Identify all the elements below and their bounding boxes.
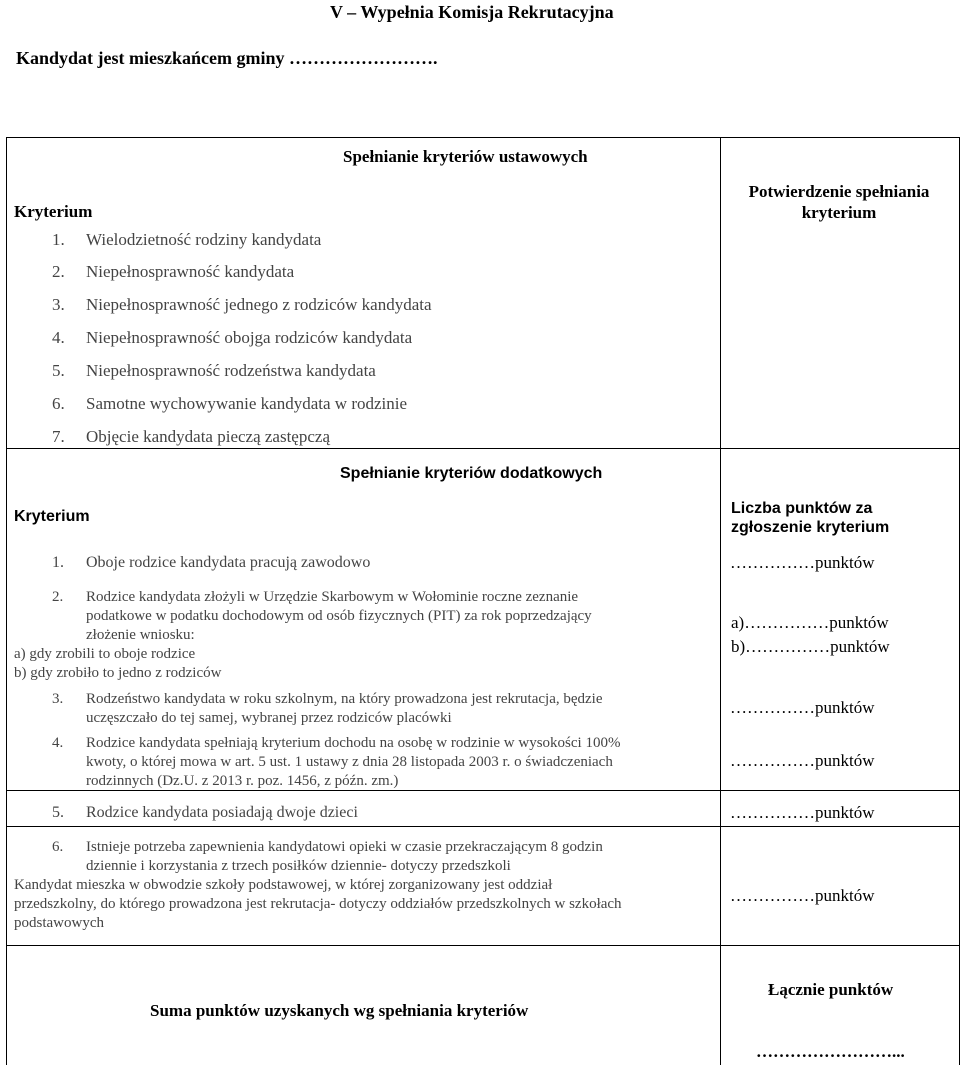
statutory-criterion-header: Kryterium	[14, 202, 93, 221]
statutory-title: Spełnianie kryteriów ustawowych	[343, 147, 588, 166]
additional-item-4: 4. Rodzice kandydata spełniają kryterium dochodu na osobę w rodzinie w wysokości 100% kwoty, o której mowa w art. 5 ust. 1 ustawy z dnia 28 listopada 2003 r. o świadczeniach rodzinnych (Dz.U. z 2013 r. poz. 1456, z późn. zm.)	[52, 735, 621, 789]
points-header: Liczba punktów za zgłoszenie kryterium	[731, 500, 890, 536]
resident-line: Kandydat jest mieszkańcem gminy …………………….	[16, 48, 438, 68]
statutory-item-7: 7. Objęcie kandydata pieczą zastępczą	[52, 427, 330, 446]
statutory-item-1: 1. Wielodzietność rodziny kandydata	[52, 230, 322, 249]
additional-criterion-header: Kryterium	[14, 508, 90, 525]
section-divider	[6, 448, 960, 449]
points-field-2a[interactable]: a)……………punktów	[731, 613, 889, 632]
total-points-label: Łącznie punktów	[768, 980, 894, 999]
additional-item-3: 3. Rodzeństwo kandydata w roku szkolnym, na który prowadzona jest rekrutacja, będzie uczęszczało do tej samej, wybranej przez rodziców placówki	[52, 691, 603, 726]
item-6-continuation: Kandydat mieszka w obwodzie szkoły podstawowej, w której zorganizowany jest oddział przedszkolny, do którego prowadzona jest rekrutacja- dotyczy oddziałów przedszkolnych w szkołach podstawowych	[14, 877, 622, 931]
summary-top-border	[6, 945, 960, 946]
points-field-1[interactable]: ……………punktów	[730, 553, 875, 572]
section-title: V – Wypełnia Komisja Rekrutacyjna	[330, 2, 614, 22]
total-points-field[interactable]: ……………………...	[756, 1042, 905, 1061]
points-field-4[interactable]: ……………punktów	[730, 751, 875, 770]
table-top-border	[6, 137, 960, 138]
additional-item-5: 5. Rodzice kandydata posiadają dwoje dzieci	[52, 804, 358, 821]
points-field-6[interactable]: ……………punktów	[730, 886, 875, 905]
statutory-item-5: 5. Niepełnosprawność rodzeństwa kandydata	[52, 361, 376, 380]
confirmation-header: Potwierdzenie spełniania kryterium	[748, 182, 930, 222]
additional-item-1: 1. Oboje rodzice kandydata pracują zawodowo	[52, 554, 371, 571]
statutory-item-3: 3. Niepełnosprawność jednego z rodziców kandydata	[52, 295, 432, 314]
item-2-option-a: a) gdy zrobili to oboje rodzice	[14, 646, 196, 662]
item-2-option-b: b) gdy zrobiło to jedno z rodziców	[14, 665, 222, 681]
row-divider-6	[6, 826, 960, 827]
points-field-5[interactable]: ……………punktów	[730, 803, 875, 822]
summary-divider	[720, 945, 721, 1065]
additional-item-2: 2. Rodzice kandydata złożyli w Urzędzie Skarbowym w Wołominie roczne zeznanie podatkowe w podatku dochodowym od osób fizycznych (PIT) za rok poprzedzający złożenie wniosku:	[52, 589, 592, 643]
table-left-border	[6, 137, 7, 1065]
additional-item-6: 6. Istnieje potrzeba zapewnienia kandydatowi opieki w czasie przekraczającym 8 godzin dziennie i korzystania z trzech posiłków dziennie- dotyczy przedszkoli	[52, 839, 603, 874]
summary-label: Suma punktów uzyskanych wg spełniania kryteriów	[150, 1001, 529, 1020]
points-field-3[interactable]: ……………punktów	[730, 698, 875, 717]
statutory-item-2: 2. Niepełnosprawność kandydata	[52, 262, 295, 281]
additional-title: Spełnianie kryteriów dodatkowych	[340, 465, 603, 482]
statutory-item-4: 4. Niepełnosprawność obojga rodziców kandydata	[52, 328, 413, 347]
column-divider	[720, 137, 721, 945]
statutory-item-6: 6. Samotne wychowywanie kandydata w rodzinie	[52, 394, 408, 413]
points-field-2b[interactable]: b)……………punktów	[731, 637, 890, 656]
